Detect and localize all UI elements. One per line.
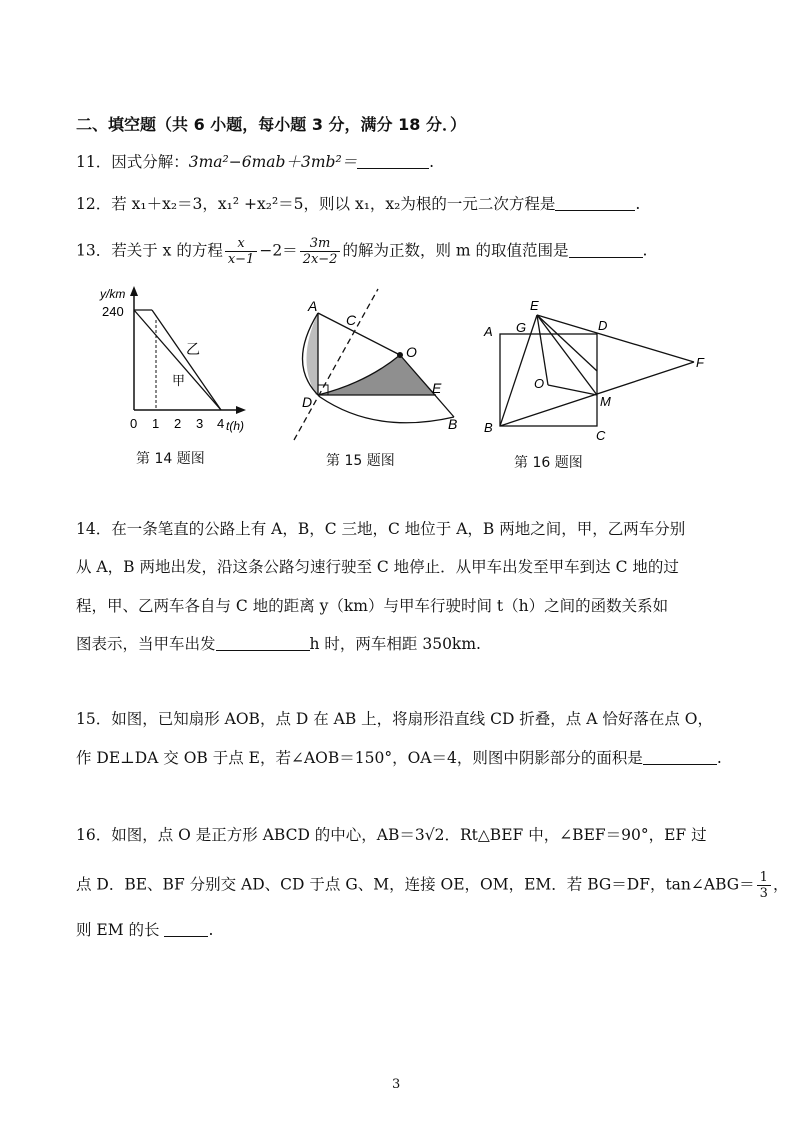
question-11: [76, 150, 434, 172]
fig15-label-C: C: [346, 312, 357, 328]
fig14-xlabel: t(h): [226, 419, 244, 433]
fig14-label-jia: 甲: [172, 373, 186, 388]
fig14-ylabel: y/km: [100, 287, 126, 301]
figure-15-caption: 第 15 题图: [326, 453, 395, 469]
q16-line-1: 16．如图，点 O 是正方形 ABCD 的中心，AB＝3√2．Rt△BEF 中，∠BEF＝90°，EF 过: [76, 826, 707, 844]
fig16-line-EO: [537, 315, 548, 385]
q11-end: .: [429, 153, 435, 171]
q12-answer-blank[interactable]: [555, 196, 635, 211]
section-title: 二、填空题（共 6 小题，每小题 3 分，满分 18 分．）: [76, 115, 466, 134]
fig16-label-F: F: [696, 355, 704, 370]
fig14-tick-2: 2: [174, 416, 182, 431]
fig16-label-O: O: [534, 376, 545, 391]
q16-answer-blank[interactable]: [164, 922, 208, 937]
q13-suffix: 的解为正数，则 m 的取值范围是: [342, 241, 569, 260]
fig15-label-O: O: [406, 344, 417, 360]
fig16-line-EF: [537, 315, 694, 362]
fig14-y-arrow: [130, 286, 138, 296]
fig14-tick-0: 0: [130, 416, 138, 431]
q13-answer-blank[interactable]: [569, 243, 643, 258]
fig16-label-D: D: [598, 318, 608, 333]
fig14-tick-1: 1: [152, 416, 160, 431]
figure-14-caption: 第 14 题图: [136, 451, 205, 467]
fig16-label-E: E: [530, 298, 539, 313]
fig15-radius-OA: [318, 313, 400, 355]
figure-15-sector: [286, 285, 470, 445]
fig16-label-G: G: [516, 320, 527, 335]
fig15-label-A: A: [308, 298, 318, 314]
q16-line-3: 则 EM 的长 .: [76, 921, 214, 939]
fig15-label-D: D: [302, 394, 313, 410]
fig16-label-M: M: [600, 394, 611, 409]
q13-mid: −2＝: [259, 241, 298, 260]
q14-line-1: 14．在一条笔直的公路上有 A，B，C 三地，C 地位于 A，B 两地之间，甲，乙两车分别: [76, 520, 686, 538]
q13-fraction-2: $\frac{3m}{2x-2}$: [300, 236, 341, 267]
figure-16-caption: 第 16 题图: [514, 455, 583, 471]
fig14-line-jia: [134, 310, 221, 410]
fig16-label-C: C: [596, 428, 606, 442]
question-13: [76, 236, 647, 267]
fig14-line-yi: [152, 310, 221, 410]
fig14-tick-3: 3: [196, 416, 204, 431]
fig16-label-B: B: [484, 420, 493, 435]
page-number: 3: [392, 1077, 401, 1092]
fig15-arc: [302, 313, 454, 423]
q11-answer-blank[interactable]: [357, 154, 429, 169]
q12-end: .: [635, 195, 641, 213]
fig16-square-ABCD: [500, 334, 597, 426]
q14-answer-blank[interactable]: [216, 636, 310, 651]
fig15-point-O: [397, 352, 403, 358]
q14-line-3: 程，甲、乙两车各自与 C 地的距离 y（km）与甲车行驶时间 t（h）之间的函数关系如: [76, 597, 669, 615]
q13-fraction-1: $\frac{x}{x-1}$: [225, 236, 258, 267]
q14-line-4: 图表示，当甲车出发 h 时，两车相距 350km.: [76, 635, 481, 653]
q15-answer-blank[interactable]: [643, 750, 717, 765]
q15-line-1: 15．如图，已知扇形 AOB，点 D 在 AB 上，将扇形沿直线 CD 折叠，点 A 恰好落在点 O，: [76, 710, 713, 728]
fig16-line-EM: [537, 315, 597, 395]
figure-14-graph: [96, 282, 266, 442]
q14-line-2: 从 A，B 两地出发，沿这条公路匀速行驶至 C 地停止．从甲车出发至甲车到达 C 地的过: [76, 558, 679, 576]
q15-line-2: 作 DE⊥DA 交 OB 于点 E，若∠AOB＝150°，OA＝4，则图中阴影部分的面积是 .: [76, 749, 722, 767]
fig15-label-E: E: [432, 380, 442, 396]
fig16-label-A: A: [484, 324, 493, 339]
fig16-line-OM: [548, 385, 597, 395]
q13-end: .: [642, 241, 648, 260]
q16-fraction: $\frac{1}{3}$: [757, 870, 771, 901]
fig14-tick-4: 4: [217, 416, 225, 431]
q13-prefix: 13．若关于 x 的方程: [76, 241, 223, 260]
fig15-label-B: B: [448, 416, 458, 432]
fig15-shaded-right: [318, 355, 436, 395]
fig14-y240: 240: [102, 304, 124, 319]
q11-expression: 3ma²−6mab＋3mb²＝: [188, 153, 358, 171]
fig14-label-yi: 乙: [186, 341, 200, 357]
question-12: [76, 192, 640, 214]
figure-16-square: [480, 292, 712, 442]
q11-prefix: 11．因式分解：: [76, 153, 189, 171]
fig14-x-arrow: [236, 406, 246, 414]
q12-text: 12．若 x₁＋x₂＝3，x₁² +x₂²＝5，则以 x₁，x₂为根的一元二次方程是: [76, 195, 556, 213]
q16-line-2: 点 D．BE、BF 分别交 AD、CD 于点 G、M，连接 OE，OM，EM．若 BG＝DF，tan∠ABG＝ $\frac{1}{3}$ ，: [76, 870, 789, 901]
